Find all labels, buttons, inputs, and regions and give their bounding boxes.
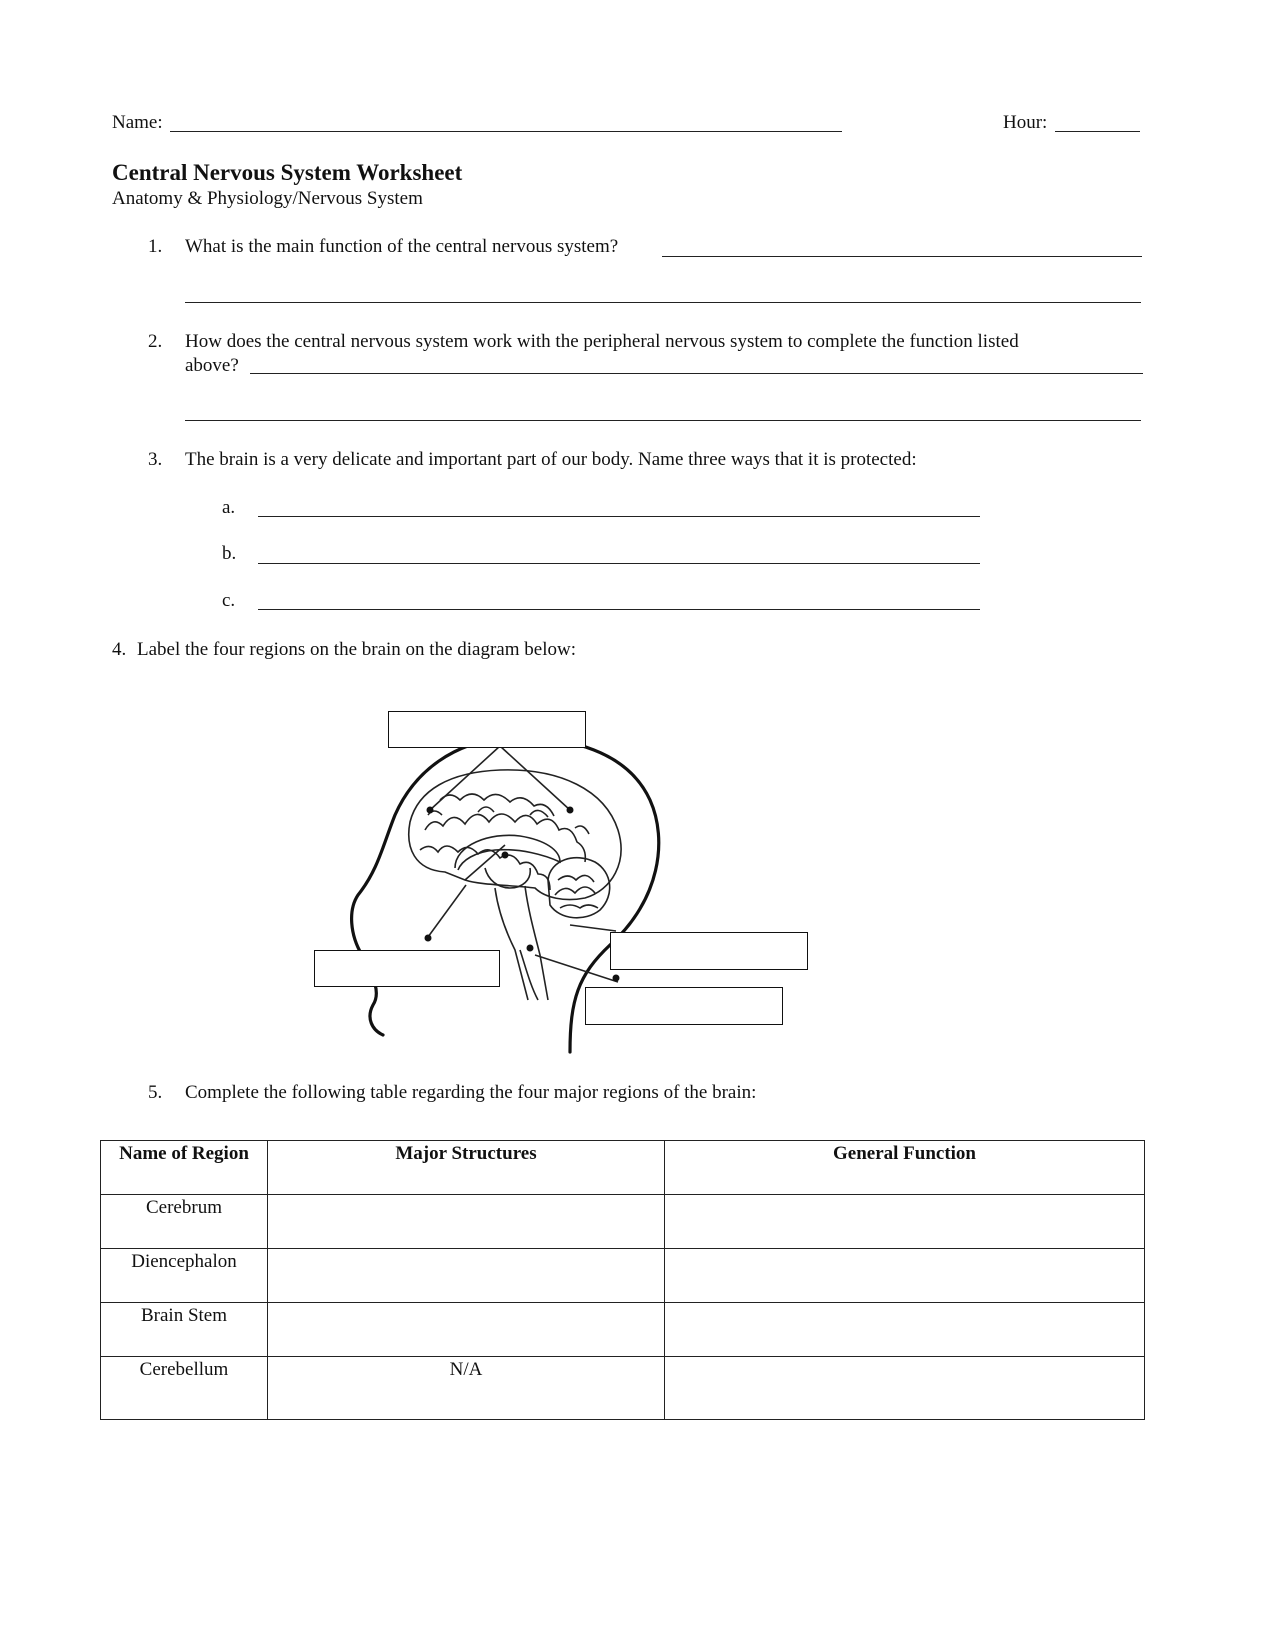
brain-regions-table (100, 1140, 1145, 1420)
question-2-text-cont: above? (185, 355, 239, 376)
major-structures-cell[interactable] (268, 1303, 665, 1357)
answer-2-line-2[interactable] (185, 420, 1141, 421)
question-4-number: 4. (112, 639, 127, 660)
major-structures-cell[interactable] (268, 1249, 665, 1303)
answer-1-line-1[interactable] (662, 256, 1142, 257)
region-name-cell: Cerebellum (101, 1357, 268, 1420)
question-3-sub-c: c. (222, 590, 236, 611)
question-1-number: 1. (148, 236, 163, 257)
label-box-cerebellum[interactable] (610, 932, 808, 970)
answer-3c-line[interactable] (258, 609, 980, 610)
general-function-cell[interactable] (665, 1357, 1145, 1420)
answer-3b-line[interactable] (258, 563, 980, 564)
label-box-cerebrum[interactable] (388, 711, 586, 748)
question-2-text: How does the central nervous system work with the peripheral nervous system to complete the function listed (185, 331, 1019, 352)
worksheet-subtitle: Anatomy & Physiology/Nervous System (112, 188, 423, 209)
header-name-of-region: Name of Region (101, 1141, 268, 1195)
question-3-text: The brain is a very delicate and important part of our body. Name three ways that it is protected: (185, 449, 917, 470)
table-row (101, 1249, 1145, 1303)
question-1-text: What is the main function of the central nervous system? (185, 236, 619, 257)
table-header-row (101, 1141, 1145, 1195)
region-name-cell: Diencephalon (101, 1249, 268, 1303)
name-field[interactable] (170, 131, 842, 132)
header-general-function: General Function (665, 1141, 1145, 1195)
question-4-text: Label the four regions on the brain on the diagram below: (137, 639, 576, 660)
general-function-cell[interactable] (665, 1303, 1145, 1357)
label-box-diencephalon[interactable] (314, 950, 500, 987)
question-3-sub-b: b. (222, 543, 237, 564)
name-label: Name: (112, 112, 163, 133)
general-function-cell[interactable] (665, 1195, 1145, 1249)
answer-3a-line[interactable] (258, 516, 980, 517)
question-5-number: 5. (148, 1082, 163, 1103)
region-name-cell: Brain Stem (101, 1303, 268, 1357)
answer-1-line-2[interactable] (185, 302, 1141, 303)
region-name-cell: Cerebrum (101, 1195, 268, 1249)
major-structures-cell: N/A (268, 1357, 665, 1420)
header-major-structures: Major Structures (268, 1141, 665, 1195)
question-5-text: Complete the following table regarding the four major regions of the brain: (185, 1082, 757, 1103)
general-function-cell[interactable] (665, 1249, 1145, 1303)
question-3-sub-a: a. (222, 497, 236, 518)
table-row (101, 1303, 1145, 1357)
question-2-number: 2. (148, 331, 163, 352)
label-box-brain-stem[interactable] (585, 987, 783, 1025)
question-3-number: 3. (148, 449, 163, 470)
answer-2-line-1[interactable] (250, 373, 1143, 374)
table-row (101, 1357, 1145, 1420)
hour-field[interactable] (1055, 131, 1140, 132)
table-row (101, 1195, 1145, 1249)
hour-label: Hour: (1003, 112, 1048, 133)
major-structures-cell[interactable] (268, 1195, 665, 1249)
worksheet-title: Central Nervous System Worksheet (112, 160, 463, 185)
